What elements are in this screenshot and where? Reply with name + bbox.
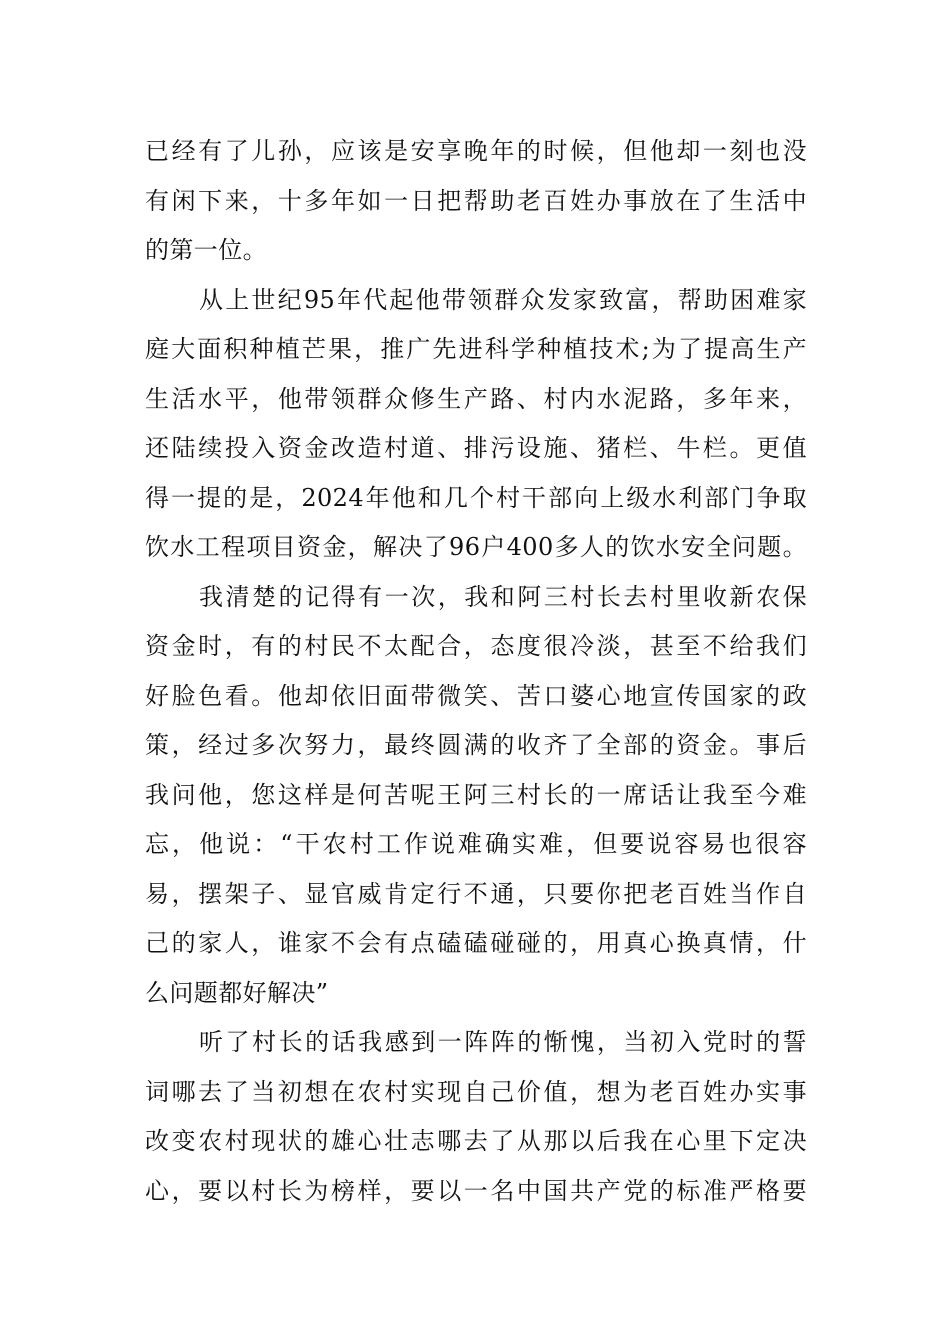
text-line: 还陆续投入资金改造村道、排污设施、猪栏、牛栏。更值 <box>145 434 807 462</box>
text-line: 有闲下来，十多年如一日把帮助老百姓办事放在了生活中 <box>145 186 807 215</box>
text-line: 得一提的是，2024年他和几个村干部向上级水利部门争取 <box>145 483 807 512</box>
text-line: 的第一位。 <box>145 236 267 264</box>
text-line: 生活水平，他带领群众修生产路、村内水泥路，多年来， <box>145 384 807 413</box>
paragraph <box>145 573 807 1019</box>
text-line: 资金时，有的村民不太配合，态度很冷淡，甚至不给我们 <box>145 632 807 660</box>
text-line: 庭大面积种植芒果，推广先进科学种植技术;为了提高生产 <box>145 335 807 363</box>
paragraph <box>145 127 807 276</box>
text-line: 已经有了儿孙，应该是安享晚年的时候，但他却一刻也没 <box>145 137 807 165</box>
paragraph <box>145 1018 807 1216</box>
text-line: 听了村长的话我感到一阵阵的惭愧，当初入党时的誓 <box>199 1028 807 1056</box>
document-body <box>145 127 807 1216</box>
text-line: 饮水工程项目资金，解决了96户400多人的饮水安全问题。 <box>145 533 807 561</box>
text-line: 从上世纪95年代起他带领群众发家致富，帮助困难家 <box>199 285 807 314</box>
text-line: 好脸色看。他却依旧面带微笑、苦口婆心地宣传国家的政 <box>145 681 807 710</box>
text-line: 么问题都好解决” <box>145 978 329 1007</box>
text-line: 我问他，您这样是何苦呢王阿三村长的一席话让我至今难 <box>145 780 807 809</box>
text-line: 策，经过多次努力，最终圆满的收齐了全部的资金。事后 <box>145 731 807 759</box>
text-line: 我清楚的记得有一次，我和阿三村长去村里收新农保 <box>199 582 807 611</box>
text-line: 易，摆架子、显官威肯定行不通，只要你把老百姓当作自 <box>145 879 807 908</box>
text-line: 心，要以村长为榜样，要以一名中国共产党的标准严格要 <box>145 1176 807 1205</box>
text-line: 己的家人，谁家不会有点磕磕碰碰的，用真心换真情，什 <box>145 929 807 957</box>
text-line: 忘，他说：“干农村工作说难确实难，但要说容易也很容 <box>145 830 807 858</box>
text-line: 改变农村现状的雄心壮志哪去了从那以后我在心里下定决 <box>145 1127 807 1155</box>
text-line: 词哪去了当初想在农村实现自己价值，想为老百姓办实事 <box>145 1077 807 1106</box>
paragraph <box>145 276 807 573</box>
